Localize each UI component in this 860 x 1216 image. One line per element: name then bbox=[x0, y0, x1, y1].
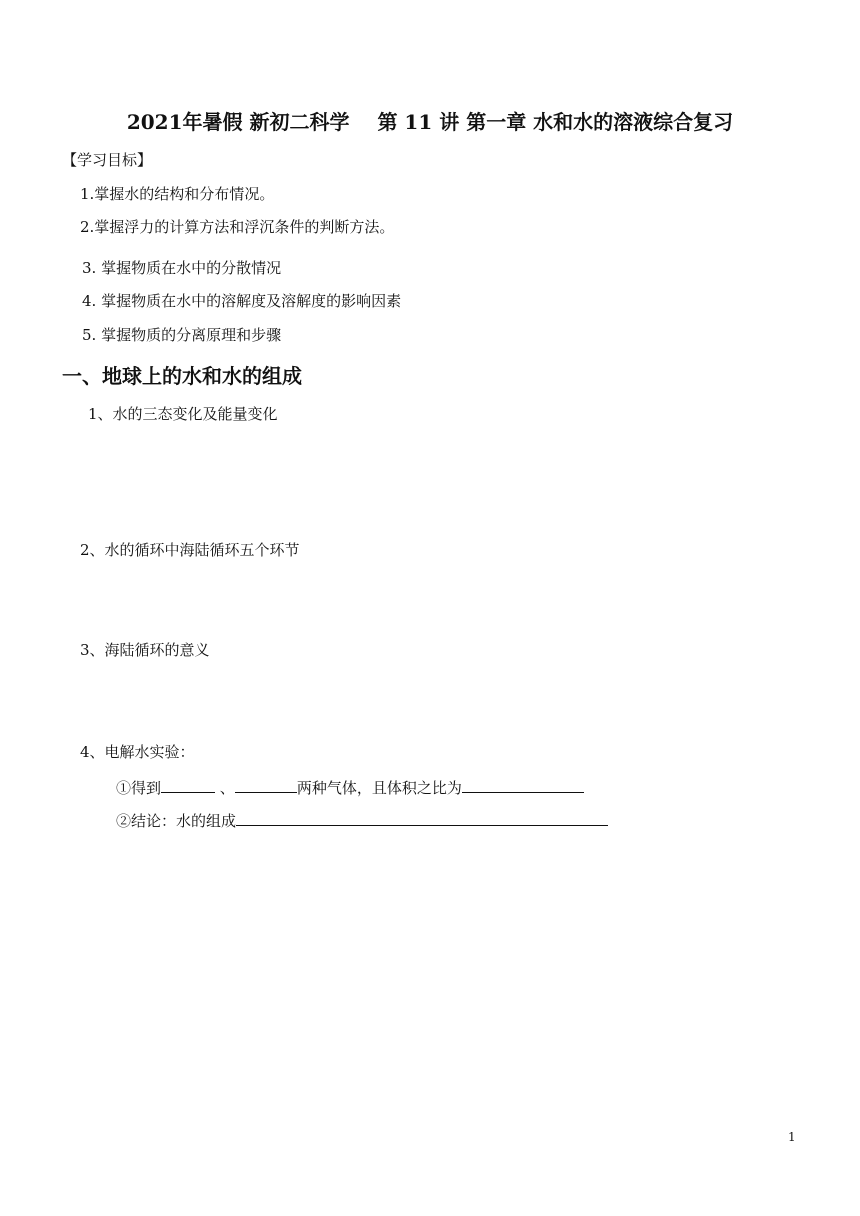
objective-item-1: 1.掌握水的结构和分布情况。 bbox=[80, 185, 275, 203]
objective-item-5: 5. 掌握物质的分离原理和步骤 bbox=[82, 326, 282, 344]
title-part-1: 2021年暑假 新初二科学 bbox=[126, 110, 350, 134]
question-1: 1、水的三态变化及能量变化 bbox=[88, 405, 278, 423]
answer-blank-gas-2[interactable] bbox=[235, 775, 297, 793]
objectives-heading: 【学习目标】 bbox=[62, 151, 153, 169]
question-4: 4、电解水实验： bbox=[80, 743, 195, 761]
objective-item-4: 4. 掌握物质在水中的溶解度及溶解度的影响因素 bbox=[82, 292, 402, 310]
sub-question-1-prefix: ①得到 bbox=[116, 779, 162, 797]
sub-question-2-prefix: ②结论：水的组成 bbox=[116, 812, 237, 830]
objective-item-2: 2.掌握浮力的计算方法和浮沉条件的判断方法。 bbox=[80, 218, 395, 236]
answer-blank-volume-ratio[interactable] bbox=[462, 775, 584, 793]
sub-question-2 bbox=[116, 808, 608, 831]
sub-question-1 bbox=[116, 775, 584, 798]
sub-question-1-separator: 、 bbox=[219, 779, 235, 797]
section-heading: 一、地球上的水和水的组成 bbox=[62, 364, 302, 388]
page-title bbox=[0, 106, 860, 135]
answer-blank-water-composition[interactable] bbox=[236, 808, 608, 826]
title-part-2: 第 11 讲 第一章 水和水的溶液综合复习 bbox=[377, 110, 734, 134]
question-3: 3、海陆循环的意义 bbox=[80, 641, 210, 659]
sub-question-1-mid: 两种气体，且体积之比为 bbox=[296, 779, 462, 797]
question-2: 2、水的循环中海陆循环五个环节 bbox=[80, 541, 300, 559]
answer-blank-gas-1[interactable] bbox=[161, 775, 215, 793]
objective-item-3: 3. 掌握物质在水中的分散情况 bbox=[82, 259, 282, 277]
page-number: 1 bbox=[788, 1130, 796, 1144]
